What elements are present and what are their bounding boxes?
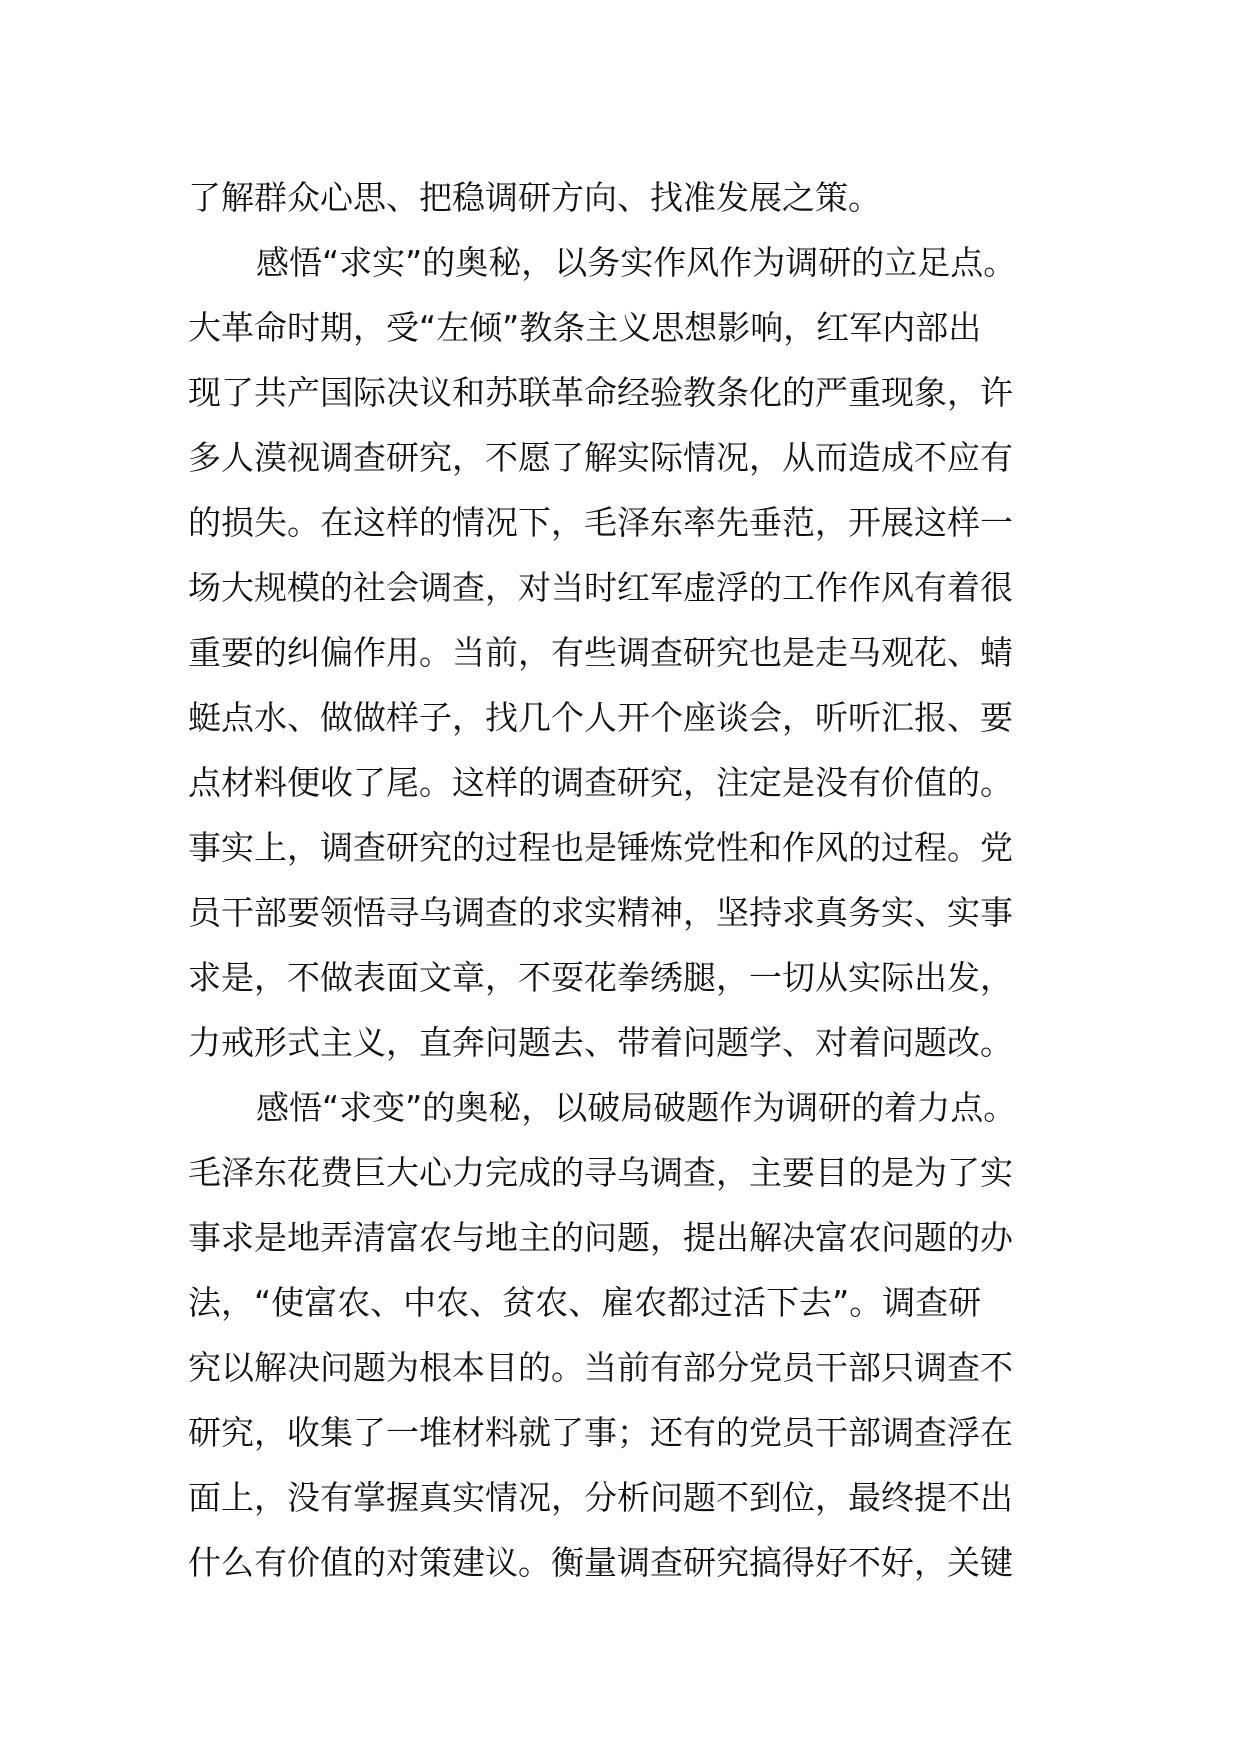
text-line: 什么有价值的对策建议。衡量调查研究搞得好不好，关键 [188,1543,1013,1582]
text-line: 现了共产国际决议和苏联革命经验教条化的严重现象，许 [188,373,1013,412]
text-line: 究以解决问题为根本目的。当前有部分党员干部只调查不 [188,1348,1013,1387]
text-line: 事求是地弄清富农与地主的问题，提出解决富农问题的办 [188,1218,1013,1257]
paragraph-first-line: 感悟“求变”的奥秘，以破局破题作为调研的着力点。 [256,1088,1017,1127]
paragraph-first-line: 感悟“求实”的奥秘，以务实作风作为调研的立足点。 [256,243,1017,282]
text-line: 重要的纠偏作用。当前，有些调查研究也是走马观花、蜻 [188,633,1013,672]
text-line: 多人漠视调查研究，不愿了解实际情况，从而造成不应有 [188,438,1013,477]
text-line: 了解群众心思、把稳调研方向、找准发展之策。 [188,178,881,217]
text-line: 求是，不做表面文章，不耍花拳绣腿，一切从实际出发， [188,958,1013,997]
body-text [188,165,1068,1595]
text-line: 研究，收集了一堆材料就了事；还有的党员干部调查浮在 [188,1413,1013,1452]
text-line: 的损失。在这样的情况下，毛泽东率先垂范，开展这样一 [188,503,1013,542]
text-line: 法，“使富农、中农、贫农、雇农都过活下去”。调查研 [188,1283,982,1322]
text-line: 点材料便收了尾。这样的调查研究，注定是没有价值的。 [188,763,1013,802]
text-line: 事实上，调查研究的过程也是锤炼党性和作风的过程。党 [188,828,1013,867]
text-line: 场大规模的社会调查，对当时红军虚浮的工作作风有着很 [188,568,1013,607]
text-line: 蜓点水、做做样子，找几个人开个座谈会，听听汇报、要 [188,698,1013,737]
text-line: 面上，没有掌握真实情况，分析问题不到位，最终提不出 [188,1478,1013,1517]
text-line: 员干部要领悟寻乌调查的求实精神，坚持求真务实、实事 [188,893,1013,932]
text-line: 力戒形式主义，直奔问题去、带着问题学、对着问题改。 [188,1023,1013,1062]
text-line: 毛泽东花费巨大心力完成的寻乌调查，主要目的是为了实 [188,1153,1013,1192]
text-line: 大革命时期，受“左倾”教条主义思想影响，红军内部出 [188,308,982,347]
